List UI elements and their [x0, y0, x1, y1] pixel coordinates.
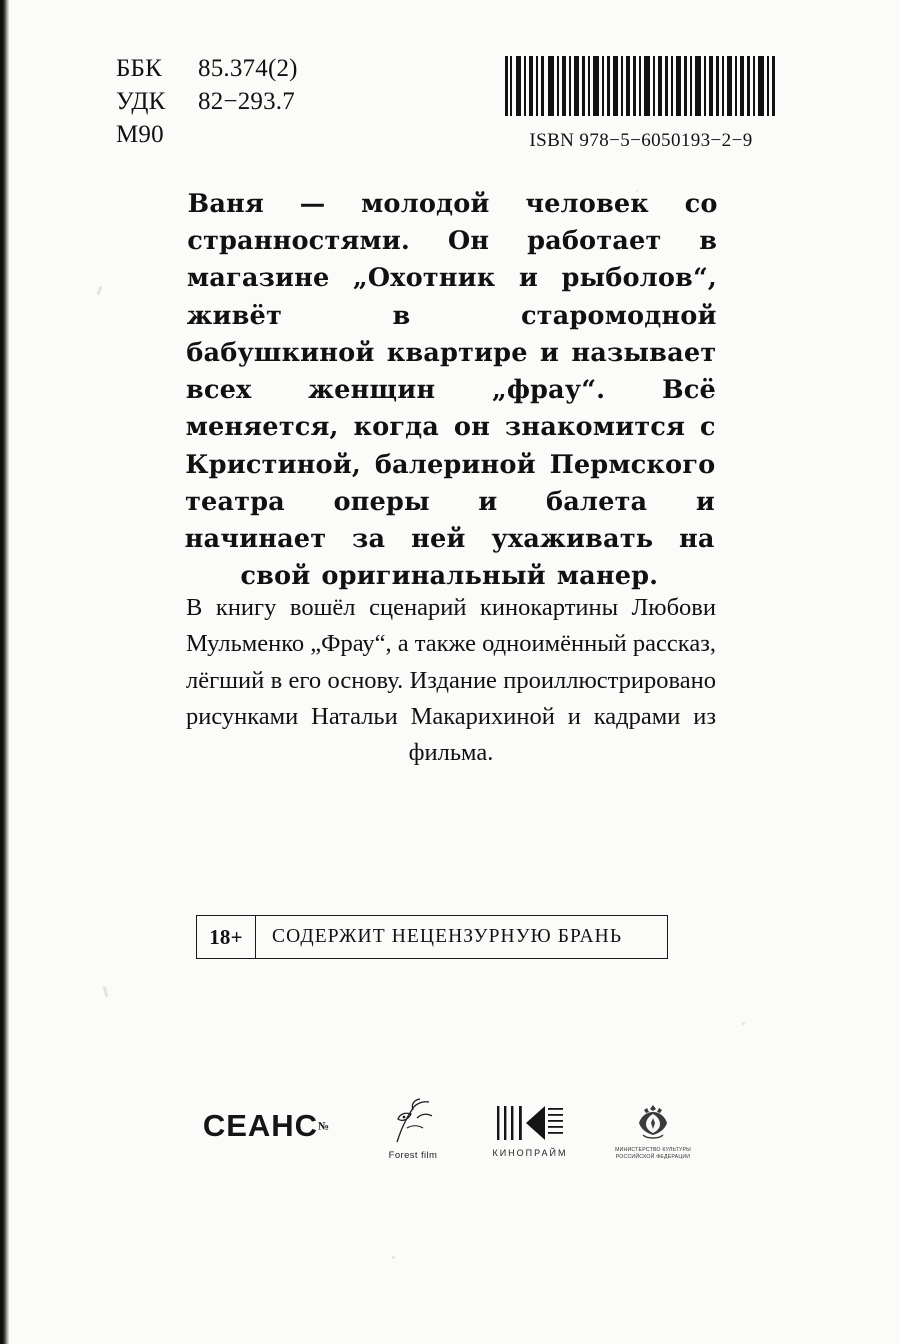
barcode-block: [496, 52, 786, 152]
cover-top-block: [116, 52, 786, 152]
spine-edge-dark: [0, 0, 3, 1344]
annotation-plain-text: В книгу вошёл сценарий кинокартины Любови Мульменко „Фрау“, а также одноимённый рассказ, лёгший в его основу. Издание проиллюстрировано рисунками Натальи Макарихиной и кадрами из фильма.: [186, 594, 717, 766]
paper-speck: [103, 986, 109, 997]
udk-label: УДК: [116, 88, 166, 115]
age-rating-warning: СОДЕРЖИТ НЕЦЕНЗУРНУЮ БРАНЬ: [272, 926, 623, 947]
age-rating-mark: 18+: [197, 916, 256, 958]
shelf-mark-row: [116, 118, 298, 151]
forest-film-label: Forest film: [388, 1150, 438, 1161]
bbk-row: [116, 52, 298, 85]
seance-logo: [196, 1108, 336, 1144]
annotation-display-text: Ваня — молодой человек со странностями. Он работает в магазине „Охотник и рыболов“, живёт в старомодной бабушкиной квартире и называет всех женщин „фрау“. Всё меняется, когда он знакомится с Кристиной, балериной Пермского театра оперы и балета и начинает за ней ухаживать на свой оригинальный манер.: [184, 189, 718, 592]
forest-film-logo: [370, 1098, 456, 1161]
paper-speck: [742, 1022, 745, 1025]
udk-row: [116, 85, 298, 118]
kinoprime-label: КИНОПРАЙМ: [492, 1148, 568, 1158]
double-headed-eagle-icon: [631, 1102, 675, 1144]
barcode-icon: [505, 56, 777, 116]
udk-value: 82−293.7: [198, 88, 295, 115]
publisher-logos: [186, 1096, 716, 1186]
isbn-text: ISBN 978−5−6050193−2−9: [529, 130, 753, 151]
kinoprime-icon: [495, 1104, 565, 1142]
ministry-of-culture-logo: [598, 1102, 708, 1160]
paper-speck: [392, 1256, 395, 1259]
seance-logo-word: СЕАНС: [202, 1108, 319, 1143]
paper-speck: [97, 286, 103, 295]
bbk-value: 85.374(2): [198, 55, 298, 82]
ministry-of-culture-label: МИНИСТЕРСТВО КУЛЬТУРЫ РОССИЙСКОЙ ФЕДЕРАЦИИ: [615, 1147, 691, 1160]
age-rating-badge: [196, 915, 668, 959]
classification-codes: [116, 52, 298, 151]
shelf-mark: М90: [116, 121, 164, 148]
bbk-label: ББК: [116, 55, 162, 82]
forest-film-icon: [387, 1098, 439, 1146]
kinoprime-logo: [480, 1104, 580, 1158]
seance-logo-superscript: №: [318, 1120, 330, 1133]
